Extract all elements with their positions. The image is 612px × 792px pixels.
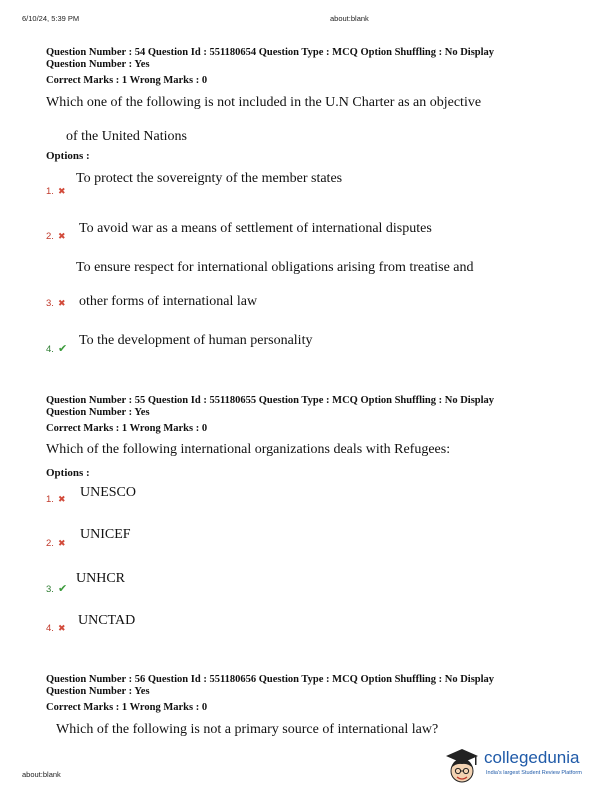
q54-option-2-text: To avoid war as a means of settlement of international disputes [79,221,432,236]
q56-meta-3: Correct Marks : 1 Wrong Marks : 0 [46,702,208,713]
q54-options-label: Options : [46,150,90,162]
q55-option-2-number: 2. ✖ [46,538,66,549]
q54-meta-2: Question Number : Yes [46,59,150,70]
q54-option-2-number: 2. ✖ [46,231,66,242]
q54-option-4-number: 4. ✔ [46,342,68,355]
print-title: about:blank [330,14,369,23]
cross-icon: ✖ [57,232,66,242]
q54-option-3-number: 3. ✖ [46,298,66,309]
q55-option-4-text: UNCTAD [78,613,136,628]
q54-option-4-text: To the development of human personality [79,333,313,348]
q54-option-1-number: 1. ✖ [46,186,66,197]
collegedunia-logo [440,744,610,786]
graduate-mascot-icon [442,746,482,786]
cross-icon: ✖ [57,299,66,309]
check-icon: ✔ [57,582,68,595]
q56-question: Which of the following is not a primary source of international law? [56,722,439,737]
q55-options-label: Options : [46,467,90,479]
q54-question-line-1: Which one of the following is not included in the U.N Charter as an objective [46,95,482,110]
q55-option-1-text: UNESCO [80,485,137,500]
q55-option-2-text: UNICEF [80,527,131,542]
print-footer-url: about:blank [22,770,61,779]
print-datetime: 6/10/24, 5:39 PM [22,14,80,23]
logo-tagline: India's largest Student Review Platform [486,770,582,776]
q54-question-line-2: of the United Nations [66,129,187,144]
cross-icon: ✖ [57,539,66,549]
check-icon: ✔ [57,342,68,355]
q55-meta-2: Question Number : Yes [46,407,150,418]
q54-meta-3: Correct Marks : 1 Wrong Marks : 0 [46,75,208,86]
q55-question: Which of the following international organizations deals with Refugees: [46,442,451,457]
q54-option-3-text-line-1: To ensure respect for international obligations arising from treatise and [76,260,474,275]
q55-meta-3: Correct Marks : 1 Wrong Marks : 0 [46,423,208,434]
q56-meta-2: Question Number : Yes [46,686,150,697]
q55-option-3-text: UNHCR [76,571,126,586]
cross-icon: ✖ [57,187,66,197]
logo-wordmark: collegedunia [484,748,580,767]
q55-option-1-number: 1. ✖ [46,494,66,505]
cross-icon: ✖ [57,495,66,505]
q54-option-3-text-line-2: other forms of international law [79,294,258,309]
q55-option-4-number: 4. ✖ [46,623,66,634]
q55-meta-1: Question Number : 55 Question Id : 551180655 Question Type : MCQ Option Shuffling : No Display [46,395,495,406]
cross-icon: ✖ [57,624,66,634]
q56-meta-1: Question Number : 56 Question Id : 551180656 Question Type : MCQ Option Shuffling : No Display [46,674,495,685]
q54-meta-1: Question Number : 54 Question Id : 551180654 Question Type : MCQ Option Shuffling : No Display [46,47,495,58]
q54-option-1-text: To protect the sovereignty of the member states [76,171,343,186]
q55-option-3-number: 3. ✔ [46,582,68,595]
